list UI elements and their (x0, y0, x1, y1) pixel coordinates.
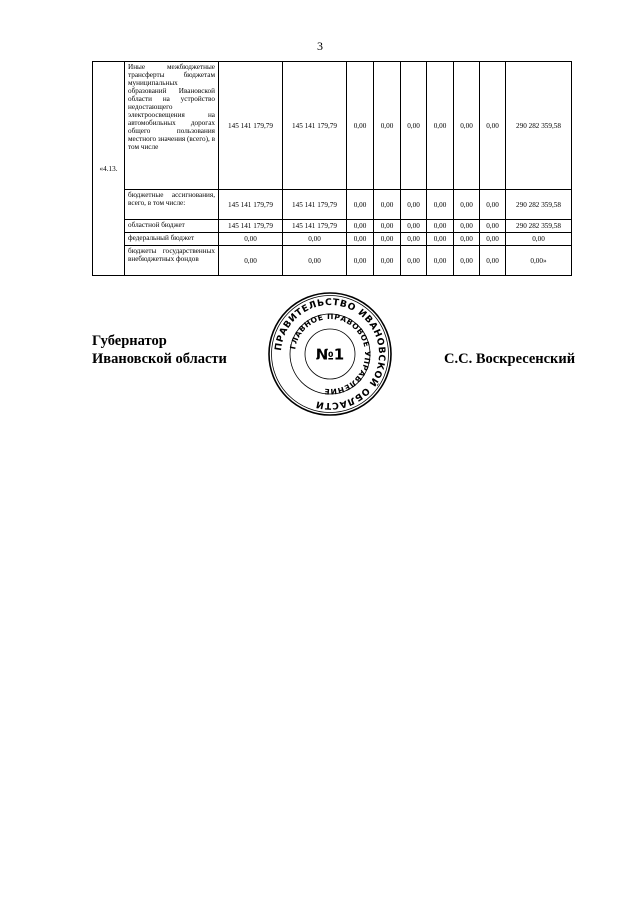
value-cell: 0,00 (347, 220, 374, 233)
value-cell: 0,00 (374, 220, 401, 233)
table-row (93, 190, 572, 220)
value-cell: 0,00 (347, 246, 374, 276)
value-cell: 0,00 (401, 220, 427, 233)
value-cell: 290 282 359,58 (506, 220, 572, 233)
value-cell: 0,00 (427, 233, 454, 246)
value-cell: 0,00 (427, 220, 454, 233)
value-cell: 0,00 (401, 190, 427, 220)
seal-outer-text: ПРАВИТЕЛЬСТВО ИВАНОВСКОЙ ОБЛАСТИ (273, 296, 388, 412)
value-cell: 0,00» (506, 246, 572, 276)
value-cell: 0,00 (454, 233, 480, 246)
value-cell: 0,00 (347, 190, 374, 220)
value-cell: 0,00 (401, 246, 427, 276)
signature-position (92, 332, 227, 368)
value-cell: 0,00 (454, 62, 480, 190)
row-description: областной бюджет (125, 220, 219, 233)
row-description: Иные межбюджетные трансферты бюджетам муниципальных образований Ивановской области на устройство недостающего электроосвещения на автомобильных дорогах общего пользования местного значения (всего), в том числе (125, 62, 219, 190)
value-cell: 0,00 (506, 233, 572, 246)
seal-inner-text: ГЛАВНОЕ ПРАВОВОЕ УПРАВЛЕНИЕ (288, 311, 373, 397)
value-cell: 0,00 (401, 62, 427, 190)
value-cell: 290 282 359,58 (506, 190, 572, 220)
value-cell: 0,00 (480, 233, 506, 246)
value-cell: 0,00 (401, 233, 427, 246)
value-cell: 0,00 (480, 190, 506, 220)
table-row (93, 246, 572, 276)
value-cell: 0,00 (347, 62, 374, 190)
value-cell: 0,00 (480, 62, 506, 190)
value-cell: 0,00 (454, 246, 480, 276)
signature-position-line2: Ивановской области (92, 351, 227, 367)
value-cell: 0,00 (480, 220, 506, 233)
value-cell: 0,00 (219, 246, 283, 276)
value-cell: 0,00 (454, 190, 480, 220)
value-cell: 145 141 179,79 (283, 220, 347, 233)
value-cell: 0,00 (374, 190, 401, 220)
row-number-cell: «4.13. (93, 62, 125, 276)
signatory-name: С.С. Воскресенский (444, 351, 576, 367)
value-cell: 0,00 (283, 246, 347, 276)
value-cell: 0,00 (427, 62, 454, 190)
value-cell: 290 282 359,58 (506, 62, 572, 190)
row-description: федеральный бюджет (125, 233, 219, 246)
value-cell: 0,00 (219, 233, 283, 246)
value-cell: 0,00 (454, 220, 480, 233)
value-cell: 0,00 (427, 246, 454, 276)
value-cell: 145 141 179,79 (283, 62, 347, 190)
value-cell: 145 141 179,79 (283, 190, 347, 220)
row-description: бюджетные ассигнования, всего, в том числе: (125, 190, 219, 220)
value-cell: 145 141 179,79 (219, 62, 283, 190)
value-cell: 0,00 (374, 246, 401, 276)
seal-number: №1 (315, 345, 345, 364)
value-cell: 0,00 (374, 62, 401, 190)
table-row (93, 233, 572, 246)
value-cell: 0,00 (427, 190, 454, 220)
value-cell: 0,00 (283, 233, 347, 246)
value-cell: 0,00 (347, 233, 374, 246)
signature-position-line1: Губернатор (92, 333, 167, 349)
value-cell: 0,00 (480, 246, 506, 276)
budget-table (92, 61, 572, 276)
page-number: 3 (317, 39, 323, 53)
table-row (93, 220, 572, 233)
value-cell: 0,00 (374, 233, 401, 246)
row-description: бюджеты государственных внебюджетных фондов (125, 246, 219, 276)
table-row (93, 62, 572, 190)
value-cell: 145 141 179,79 (219, 190, 283, 220)
official-seal (266, 290, 394, 418)
value-cell: 145 141 179,79 (219, 220, 283, 233)
